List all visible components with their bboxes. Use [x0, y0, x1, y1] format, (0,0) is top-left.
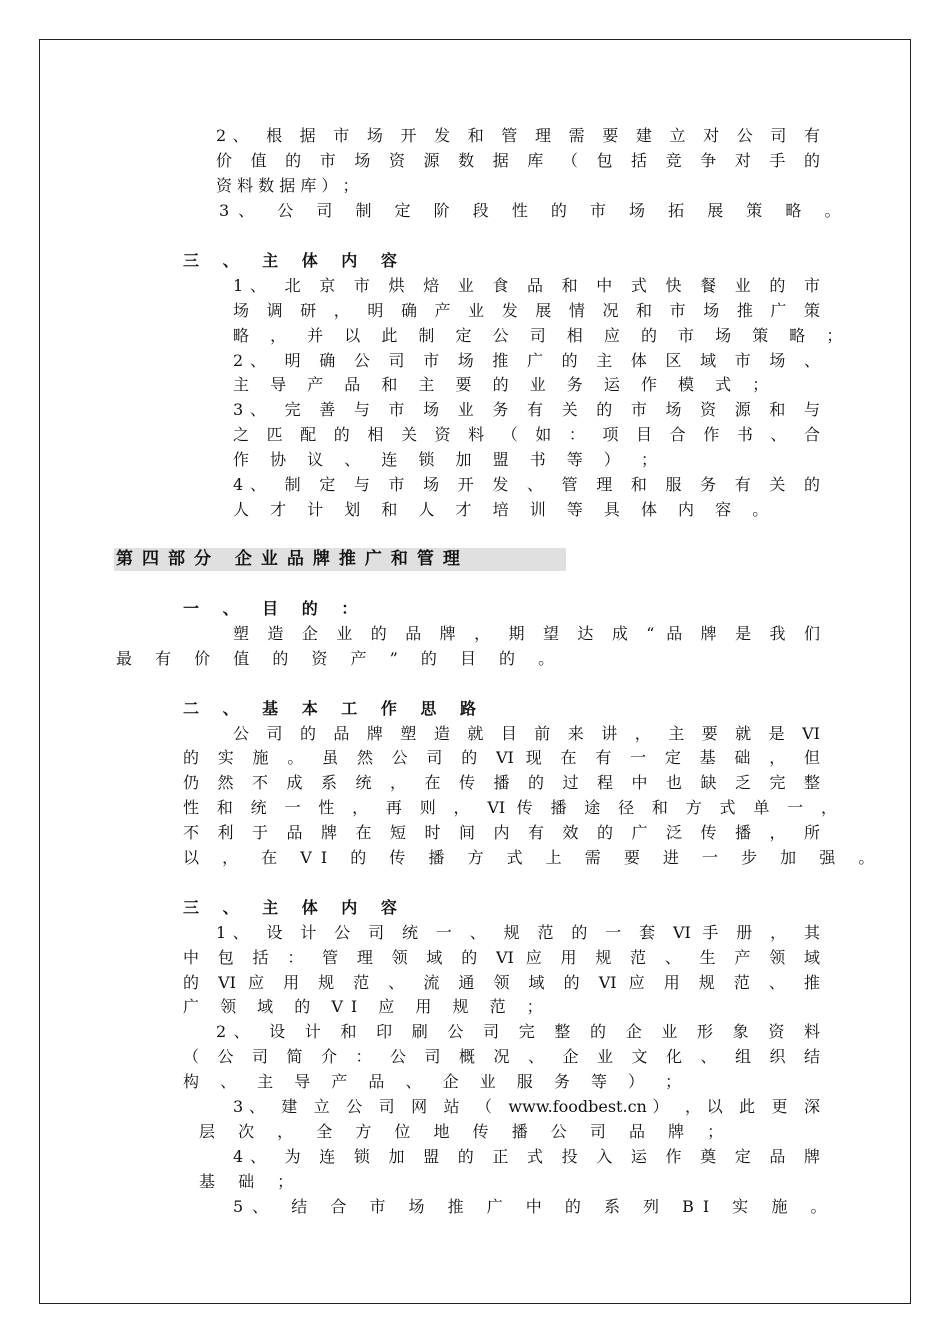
part-title-text: 第四部分 企业品牌推广和管理	[116, 549, 469, 569]
paragraph-line: 层 次 ， 全 方 位 地 传 播 公 司 品 牌 ；	[199, 1122, 733, 1141]
paragraph-line: 价 值 的 市 场 资 源 数 据 库 （ 包 括 竞 争 对 手 的	[216, 151, 820, 170]
paragraph-line: 3、 建 立 公 司 网 站 （ www.foodbest.cn） ，以 此 更 深	[233, 1097, 820, 1116]
paragraph-line: 4、 制 定 与 市 场 开 发 、 管 理 和 服 务 有 关 的	[233, 475, 820, 494]
paragraph-line: 场 调 研 ， 明 确 产 业 发 展 情 况 和 市 场 推 广 策	[233, 301, 820, 320]
paragraph-line: 仍 然 不 成 系 统 ， 在 传 播 的 过 程 中 也 缺 乏 完 整	[183, 773, 820, 792]
section-heading: 三 、 主 体 内 容	[183, 251, 406, 270]
paragraph-line: 的 VI 应 用 规 范 、 流 通 领 域 的 VI 应 用 规 范 、 推	[183, 973, 820, 992]
paragraph-line: 3、 公 司 制 定 阶 段 性 的 市 场 拓 展 策 略 。	[219, 201, 850, 220]
paragraph-line: 构 、 主 导 产 品 、 企 业 服 务 等 ） ；	[183, 1072, 690, 1091]
paragraph-line: 资 料 数 据 库 ） ；	[216, 176, 359, 195]
paragraph-line: 公 司 的 品 牌 塑 造 就 目 前 来 讲 ， 主 要 就 是 VI	[233, 724, 820, 743]
paragraph-line: 基 础 ；	[199, 1172, 303, 1191]
paragraph-line: 5、 结 合 市 场 推 广 中 的 系 列 BI 实 施 。	[233, 1197, 836, 1216]
paragraph-line: 3、 完 善 与 市 场 业 务 有 关 的 市 场 资 源 和 与	[233, 400, 820, 419]
paragraph-line: 中 包 括 ： 管 理 领 域 的 VI 应 用 规 范 、 生 产 领 域	[183, 948, 820, 967]
paragraph-line: （ 公 司 简 介 ： 公 司 概 况 、 企 业 文 化 、 组 织 结	[183, 1047, 820, 1066]
paragraph-line: 4、 为 连 锁 加 盟 的 正 式 投 入 运 作 奠 定 品 牌	[233, 1147, 820, 1166]
paragraph-line: 之 匹 配 的 相 关 资 料 （ 如 ： 项 目 合 作 书 、 合	[233, 425, 820, 444]
paragraph-line: 2、 根 据 市 场 开 发 和 管 理 需 要 建 立 对 公 司 有	[216, 126, 820, 145]
paragraph-line: 2、 设 计 和 印 刷 公 司 完 整 的 企 业 形 象 资 料	[216, 1022, 820, 1041]
paragraph-line: 1、 北 京 市 烘 焙 业 食 品 和 中 式 快 餐 业 的 市	[233, 276, 820, 295]
paragraph-line: 以 ， 在 VI 的 传 播 方 式 上 需 要 进 一 步 加 强 。	[183, 848, 884, 867]
paragraph-line: 作 协 议 、 连 锁 加 盟 书 等 ） ；	[233, 450, 665, 469]
section-heading: 二 、 基 本 工 作 思 路	[183, 699, 485, 718]
paragraph-line: 不 利 于 品 牌 在 短 时 间 内 有 效 的 广 泛 传 播 ， 所	[183, 823, 820, 842]
paragraph-line: 最 有 价 值 的 资 产 ” 的 目 的 。	[116, 649, 564, 668]
paragraph-line: 1、 设 计 公 司 统 一 、 规 范 的 一 套 VI 手 册 ， 其	[216, 923, 820, 942]
paragraph-line: 2、 明 确 公 司 市 场 推 广 的 主 体 区 域 市 场 、	[233, 351, 820, 370]
part-title	[114, 548, 566, 571]
paragraph-line: 主 导 产 品 和 主 要 的 业 务 运 作 模 式 ；	[233, 375, 777, 394]
paragraph-line: 广 领 域 的 VI 应 用 规 范 ；	[183, 997, 551, 1016]
paragraph-line: 性 和 统 一 性 ， 再 则 ， VI 传 播 途 径 和 方 式 单 一 ，	[183, 798, 837, 817]
paragraph-line: 人 才 计 划 和 人 才 培 训 等 具 体 内 容 。	[233, 500, 777, 519]
paragraph-line: 塑 造 企 业 的 品 牌 ， 期 望 达 成 “ 品 牌 是 我 们	[233, 624, 820, 643]
section-heading: 三 、 主 体 内 容	[183, 898, 406, 917]
section-heading: 一 、 目 的 ：	[183, 599, 367, 618]
paragraph-line: 略 ， 并 以 此 制 定 公 司 相 应 的 市 场 策 略 ；	[233, 326, 851, 345]
paragraph-line: 的 实 施 。 虽 然 公 司 的 VI 现 在 有 一 定 基 础 ， 但	[183, 748, 820, 767]
